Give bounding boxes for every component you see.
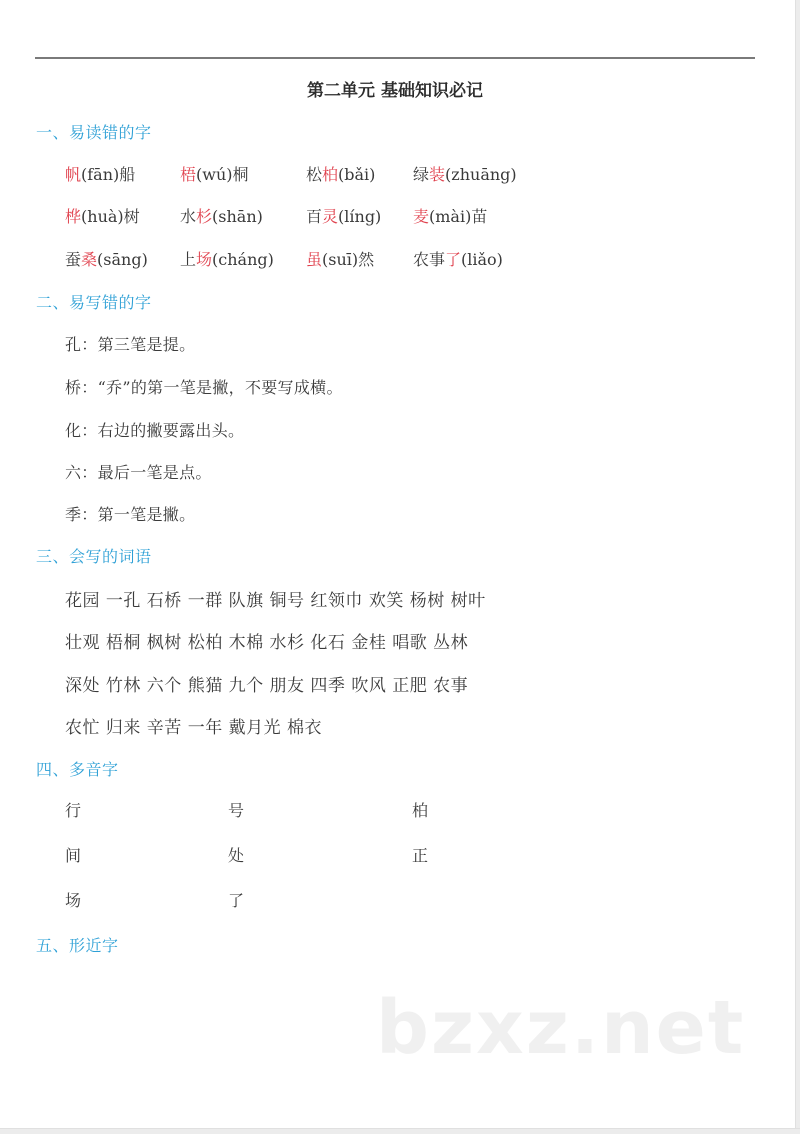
section-heading-1: 一、易读错的字 — [36, 123, 152, 142]
pre-text: 蚕 — [65, 250, 82, 269]
post-text: (bǎi) — [338, 165, 376, 184]
pinyin-item — [413, 204, 487, 227]
highlight-char: 梧 — [180, 165, 197, 184]
highlight-char: 场 — [196, 250, 213, 269]
watermark: bzxz.net — [376, 985, 746, 1071]
pinyin-item — [65, 247, 148, 270]
post-text: (zhuāng) — [445, 165, 517, 184]
pinyin-item — [65, 204, 140, 227]
polyphone-char: 行 — [65, 801, 82, 820]
section-heading-5: 五、形近字 — [36, 936, 119, 955]
highlight-char: 帆 — [65, 165, 82, 184]
pinyin-item — [306, 204, 381, 227]
writing-tip: 化：右边的撇要露出头。 — [65, 421, 245, 440]
highlight-char: 杉 — [196, 207, 213, 226]
top-rule — [35, 57, 755, 59]
polyphone-char: 处 — [228, 846, 245, 865]
section-heading-3: 三、会写的词语 — [36, 547, 152, 566]
post-text: (wú)桐 — [196, 165, 249, 184]
highlight-char: 柏 — [322, 165, 339, 184]
word-line: 农忙 归来 辛苦 一年 戴月光 棉衣 — [65, 718, 323, 738]
polyphone-char: 场 — [65, 891, 82, 910]
pinyin-item — [413, 162, 517, 185]
post-text: (liǎo) — [461, 250, 503, 269]
page-edge-bottom — [0, 1128, 800, 1134]
pre-text: 松 — [306, 165, 323, 184]
post-text: (sāng) — [97, 250, 148, 269]
highlight-char: 了 — [445, 250, 462, 269]
pinyin-item — [180, 162, 249, 185]
pre-text: 百 — [306, 207, 323, 226]
post-text: (huà)树 — [81, 207, 140, 226]
word-line: 壮观 梧桐 枫树 松柏 木棉 水杉 化石 金桂 唱歌 丛林 — [65, 633, 469, 653]
pre-text: 上 — [180, 250, 197, 269]
writing-tip: 六：最后一笔是点。 — [65, 463, 212, 482]
pinyin-item — [180, 247, 274, 270]
section-heading-2: 二、易写错的字 — [36, 293, 152, 312]
post-text: (shān) — [212, 207, 263, 226]
highlight-char: 灵 — [322, 207, 339, 226]
writing-tip: 孔：第三笔是提。 — [65, 335, 196, 354]
post-text: (líng) — [338, 207, 382, 226]
highlight-char: 虽 — [306, 250, 323, 269]
section-heading-4: 四、多音字 — [36, 760, 119, 779]
writing-tip: 季：第一笔是撇。 — [65, 505, 196, 524]
pre-text: 绿 — [413, 165, 430, 184]
pinyin-item — [65, 162, 135, 185]
highlight-char: 桑 — [81, 250, 98, 269]
pinyin-item — [413, 247, 503, 270]
page-title: 第二单元 基础知识必记 — [307, 81, 483, 101]
word-line: 深处 竹林 六个 熊猫 九个 朋友 四季 吹风 正肥 农事 — [65, 676, 469, 696]
polyphone-char: 柏 — [412, 801, 429, 820]
polyphone-char: 正 — [412, 846, 429, 865]
pre-text: 水 — [180, 207, 197, 226]
word-line: 花园 一孔 石桥 一群 队旗 铜号 红领巾 欢笑 杨树 树叶 — [65, 591, 486, 611]
polyphone-char: 了 — [228, 891, 245, 910]
highlight-char: 桦 — [65, 207, 82, 226]
writing-tip: 桥：“乔”的第一笔是撇，不要写成横。 — [65, 378, 343, 397]
highlight-char: 装 — [429, 165, 446, 184]
post-text: (fān)船 — [81, 165, 136, 184]
pinyin-item — [306, 162, 375, 185]
pinyin-item — [180, 204, 263, 227]
pre-text: 农事 — [413, 250, 446, 269]
polyphone-char: 间 — [65, 846, 82, 865]
highlight-char: 麦 — [413, 207, 430, 226]
polyphone-char: 号 — [228, 801, 245, 820]
post-text: (cháng) — [212, 250, 274, 269]
page-edge-right — [795, 0, 800, 1134]
post-text: (mài)苗 — [429, 207, 488, 226]
pinyin-item — [306, 247, 374, 270]
post-text: (suī)然 — [322, 250, 375, 269]
